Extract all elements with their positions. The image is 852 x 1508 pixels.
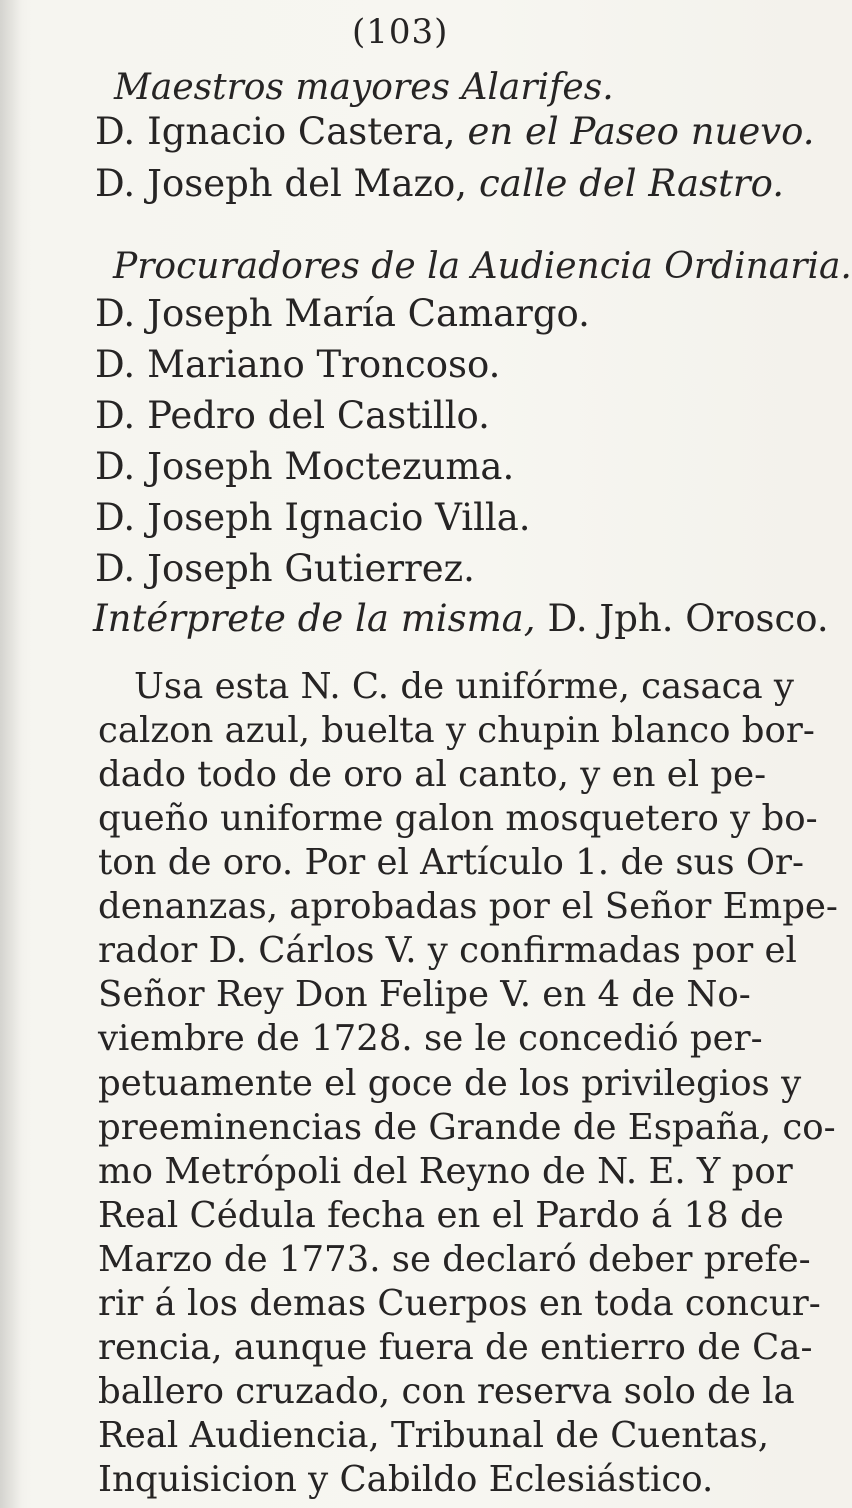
list-item (95, 496, 531, 539)
entry-prefix: D. (95, 343, 136, 386)
entry-prefix: D. (95, 292, 136, 335)
entry-name: Joseph Gutierrez. (147, 547, 475, 590)
entry-name: Joseph Ignacio Villa. (147, 496, 531, 539)
list-item (95, 547, 475, 590)
binding-shadow (0, 0, 22, 1508)
interprete-line (93, 597, 829, 640)
entry-name: Ignacio Castera, (147, 110, 456, 153)
paragraph-line: Real Audiencia, Tribunal de Cuentas, (98, 1415, 770, 1456)
paragraph-line: preeminencias de Grande de España, co- (98, 1107, 836, 1148)
paragraph-line: viembre de 1728. se le concedió per- (98, 1018, 763, 1059)
paragraph-line: calzon azul, buelta y chupin blanco bor- (98, 710, 815, 751)
paragraph-line: denanzas, aprobadas por el Señor Empe- (98, 886, 838, 927)
entry-name: Joseph Moctezuma. (147, 445, 515, 488)
paragraph-line: petuamente el goce de los privilegios y (98, 1063, 802, 1104)
entry-name: Pedro del Castillo. (147, 394, 490, 437)
entry-prefix: D. (95, 496, 136, 539)
list-item (95, 292, 590, 335)
interprete-label: Intérprete de la misma, (93, 597, 536, 640)
list-item (95, 162, 785, 205)
paragraph-line: ballero cruzado, con reserva solo de la (98, 1371, 795, 1412)
entry-prefix: D. (95, 162, 136, 205)
entry-name: Joseph María Camargo. (147, 292, 590, 335)
entry-prefix: D. (95, 445, 136, 488)
entry-place: en el Paseo nuevo. (467, 110, 815, 153)
paragraph-line: mo Metrópoli del Reyno de N. E. Y por (98, 1151, 793, 1192)
paragraph-line: rencia, aunque fuera de entierro de Ca- (98, 1327, 813, 1368)
heading-maestros: Maestros mayores Alarifes. (114, 67, 614, 108)
entry-name: Mariano Troncoso. (147, 343, 501, 386)
heading-procuradores: Procuradores de la Audiencia Ordinaria. (113, 246, 852, 287)
paragraph-line: Marzo de 1773. se declaró deber prefe- (98, 1239, 811, 1280)
paragraph-line: dado todo de oro al canto, y en el pe- (98, 754, 767, 795)
paragraph-line: rir á los demas Cuerpos en toda concur- (98, 1283, 821, 1324)
paragraph-line: Usa esta N. C. de unifórme, casaca y (134, 666, 794, 707)
entry-prefix: D. (95, 547, 136, 590)
interprete-name: D. Jph. Orosco. (547, 597, 829, 640)
entry-place: calle del Rastro. (479, 162, 785, 205)
paragraph-line: Señor Rey Don Felipe V. en 4 de No- (98, 974, 751, 1015)
list-item (95, 394, 490, 437)
paragraph-line: Inquisicion y Cabildo Eclesiástico. (98, 1459, 714, 1500)
paragraph-line: ton de oro. Por el Artículo 1. de sus Or- (98, 842, 804, 883)
list-item (95, 343, 501, 386)
entry-prefix: D. (95, 394, 136, 437)
paragraph-line: Real Cédula fecha en el Pardo á 18 de (98, 1195, 784, 1236)
list-item (95, 110, 815, 153)
list-item (95, 445, 515, 488)
paragraph-line: rador D. Cárlos V. y confirmadas por el (98, 930, 797, 971)
paragraph-line: queño uniforme galon mosquetero y bo- (98, 798, 818, 839)
page-number: (103) (352, 12, 449, 52)
entry-name: Joseph del Mazo, (147, 162, 468, 205)
entry-prefix: D. (95, 110, 136, 153)
